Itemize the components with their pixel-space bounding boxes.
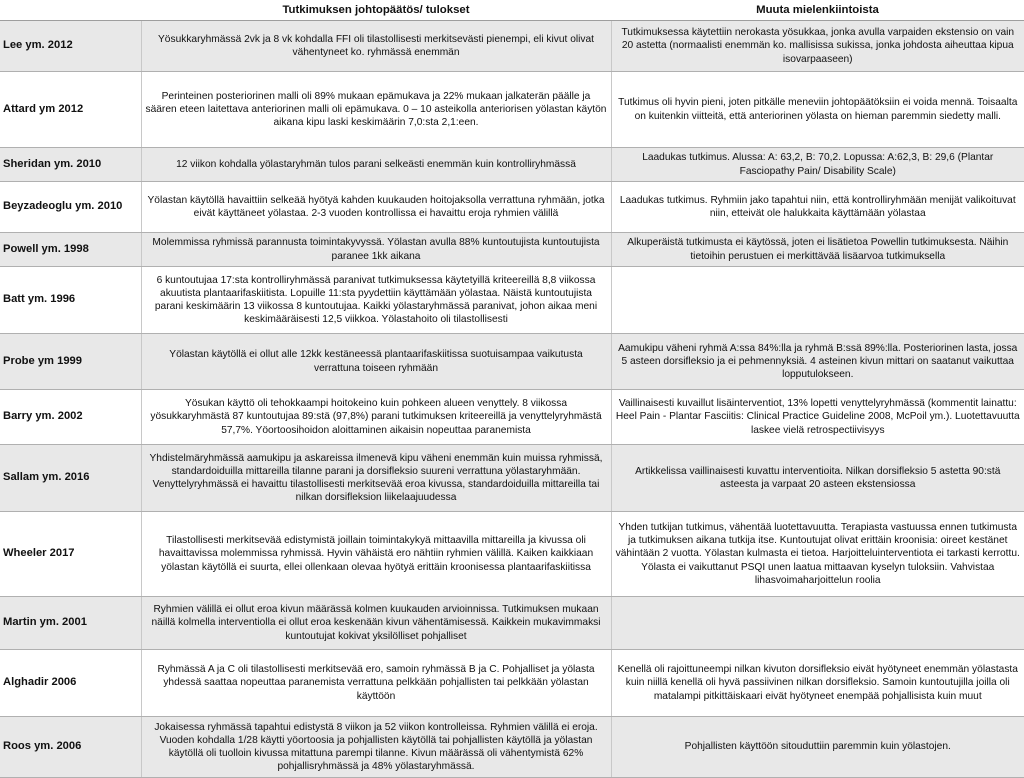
table-row (0, 512, 1024, 597)
study-notes: Laadukas tutkimus. Ryhmiin jako tapahtui niin, että kontrolliryhmään menijät valikoituvat niin, etteivät ole halukkaita käyttämään yölastaa (611, 182, 1024, 233)
study-name: Batt ym. 1996 (0, 267, 141, 334)
study-name: Barry ym. 2002 (0, 390, 141, 445)
study-results: Yösukan käyttö oli tehokkaampi hoitokeino kuin pohkeen alueen venyttely. 8 viikossa yösukkaryhmästä 87 kuntoutujaa 89:stä (97,8%) parani tutkimuksen kriteereillä ja venyttelyryhmästä 57,7%. Yöortoosihoidon aloittaminen aikaisin nopeuttaa paranemista (141, 390, 611, 445)
study-results: Molemmissa ryhmissä parannusta toimintakyvyssä. Yölastan avulla 88% kuntoutujista kuntoutujista paranee 1kk aikana (141, 233, 611, 267)
study-notes: Yhden tutkijan tutkimus, vähentää luotettavuutta. Terapiasta vastuussa ennen tutkimusta ja tutkimuksen aikana tutkija itse. Kuntoutujat olivat erittäin kroonisia: oireet kestänet vähintään 2 vuotta. Yölastan kulmasta ei tietoa. Harjoitteluinterventiota ei tarkasti kerrottu. Yölasta ei vaikuttanut PSQI unen laatua mittaavan kyselyn tuloksiin. Vahvistaa lihasvoimaharjoittelun roolia (611, 512, 1024, 597)
table-row (0, 21, 1024, 72)
study-name: Roos ym. 2006 (0, 717, 141, 778)
study-notes: Pohjallisten käyttöön sitouduttiin paremmin kuin yölastojen. (611, 717, 1024, 778)
study-notes (611, 267, 1024, 334)
table-row (0, 267, 1024, 334)
study-name: Martin ym. 2001 (0, 597, 141, 650)
study-results: 6 kuntoutujaa 17:sta kontrolliryhmässä paranivat tutkimuksessa käytetyillä kriteereillä 8,8 viikossa akuutista plantaarifaskiitista. Lopuille 11:sta pyydettiin käyttämään yölastaa. Näistä kuntoutujista parani keskimäärin 13 viikossa 8 kuntoutujaa. Kaikki yölastaryhmässä paranivat, johon aikaa meni keskimääräisesti 12,5 viikkoa. Yölastahoito oli tilastollisesti (141, 267, 611, 334)
table-row (0, 597, 1024, 650)
study-results: 12 viikon kohdalla yölastaryhmän tulos parani selkeästi enemmän kuin kontrolliryhmässä (141, 148, 611, 182)
study-name: Lee ym. 2012 (0, 21, 141, 72)
header-notes: Muuta mielenkiintoista (611, 0, 1024, 21)
study-notes: Vaillinaisesti kuvaillut lisäinterventiot, 13% lopetti venyttelyryhmässä (kommentit lainattu: Heel Pain - Plantar Fasciitis: Clinical Practice Guideline 2008, McPoil ym.). Luotettavuutta laskee vielä retrospectiivisyys (611, 390, 1024, 445)
study-name: Wheeler 2017 (0, 512, 141, 597)
study-results: Yösukkaryhmässä 2vk ja 8 vk kohdalla FFI oli tilastollisesti merkitsevästi pienempi, eli kivut olivat vähentyneet ko. ryhmässä enemmän (141, 21, 611, 72)
study-notes: Artikkelissa vaillinaisesti kuvattu interventioita. Nilkan dorsifleksio 5 astetta 90:stä asteesta ja varpaat 20 asteen ekstensiossa (611, 445, 1024, 512)
study-notes (611, 597, 1024, 650)
study-notes: Tutkimus oli hyvin pieni, joten pitkälle meneviin johtopäätöksiin ei voida mennä. Toisaalta on kuitenkin viitteitä, että anteriorinen yölasta on hieman paremmin siedetty malli. (611, 72, 1024, 148)
study-name: Alghadir 2006 (0, 650, 141, 717)
table-row (0, 148, 1024, 182)
table-row (0, 390, 1024, 445)
table-row (0, 650, 1024, 717)
study-name: Attard ym 2012 (0, 72, 141, 148)
study-name: Beyzadeoglu ym. 2010 (0, 182, 141, 233)
table-row (0, 72, 1024, 148)
study-notes: Aamukipu väheni ryhmä A:ssa 84%:lla ja ryhmä B:ssä 89%:lla. Posteriorinen lasta, jossa 5 asteen dorsifleksio ja ei pehmennyksiä. 4 asteinen kivun mittari on saatanut vaikuttaa lopputulokseen. (611, 334, 1024, 390)
table-row (0, 182, 1024, 233)
table-row (0, 233, 1024, 267)
study-results: Perinteinen posteriorinen malli oli 89% mukaan epämukava ja 22% mukaan jalkaterän päälle ja säären eteen laitettava anteriorinen malli oli epämukava. 0 – 10 asteikolla anteriorisen yölastan käytön aikana kipu laski keskimäärin 7,0:sta 2,1:een. (141, 72, 611, 148)
table-row (0, 445, 1024, 512)
study-results: Ryhmien välillä ei ollut eroa kivun määrässä kolmen kuukauden arvioinnissa. Tutkimuksen mukaan näillä kolmella interventiolla ei ollut eroa keskenään kivun vähentämisessä. Kaikkein mukavimmaksi kuntoutujat kokivat yksilölliset pohjalliset (141, 597, 611, 650)
study-name: Sheridan ym. 2010 (0, 148, 141, 182)
header-row (0, 0, 1024, 21)
study-results: Jokaisessa ryhmässä tapahtui edistystä 8 viikon ja 52 viikon kontrolleissa. Ryhmien välillä ei eroja. Vuoden kohdalla 1/28 käytti yöortoosia ja pohjallisten käytöllä tai pohjallisten käytöllä ja yölastan käytöllä oli tuolloin kivussa mitattuna parempi tilanne. Kivun määrässä oli vähentymistä 62% pohjallisryhmässä ja 48% yölastaryhmässä. (141, 717, 611, 778)
study-results: Yhdistelmäryhmässä aamukipu ja askareissa ilmenevä kipu väheni enemmän kuin muissa ryhmissä, standardoiduilla mittareilla tilanne parani ja dorsifleksio suureni verrattuna yölastaryhmään. Venyttelyryhmässä ei havaittu tilastollisesti merkitsevää eroa kivussa, standardoiduilla mittareilla tai nilkan dorsifleksion liikelaajuudessa (141, 445, 611, 512)
study-results: Ryhmässä A ja C oli tilastollisesti merkitsevää ero, samoin ryhmässä B ja C. Pohjalliset ja yölasta yhdessä saattaa nopeuttaa paranemista verrattuna pelkkään pohjallisten tai pelkkään yölastan käyttöön (141, 650, 611, 717)
study-notes: Tutkimuksessa käytettiin nerokasta yösukkaa, jonka avulla varpaiden ekstensio on vain 20 astetta (normaalisti enemmän ko. mallisissa sukissa, jonka johdosta aiheuttaa kipua isovarpaaseen) (611, 21, 1024, 72)
study-results: Tilastollisesti merkitsevää edistymistä joillain toimintakykyä mittaavilla mittareilla ja kivussa oli havaittavissa molemmissa ryhmissä. Hyvin vähäistä ero nähtiin ryhmien välillä. Kaiken kaikkiaan yölastan käytöllä ei suurta, ellei ollenkaan olevaa hyötyä erittäin kroonisessa plantaarifaskiitissa (141, 512, 611, 597)
header-results: Tutkimuksen johtopäätös/ tulokset (141, 0, 611, 21)
table-row (0, 717, 1024, 778)
study-notes: Alkuperäistä tutkimusta ei käytössä, joten ei lisätietoa Powellin tutkimuksesta. Näihin tietoihin perustuen ei merkittävää lisäarvoa tutkimuksella (611, 233, 1024, 267)
study-name: Powell ym. 1998 (0, 233, 141, 267)
study-name: Sallam ym. 2016 (0, 445, 141, 512)
study-notes: Kenellä oli rajoittuneempi nilkan kivuton dorsifleksio eivät hyötyneet enemmän yölastasta kuin niillä kenellä oli hyvä passiivinen nilkan dorsifleksio. Samoin kuntoutujilla joilla oli matalampi pitkittäiskaari eivät hyötyneet enempää pohjallisista kuin muut (611, 650, 1024, 717)
study-notes: Laadukas tutkimus. Alussa: A: 63,2, B: 70,2. Lopussa: A:62,3, B: 29,6 (Plantar Fasciopathy Pain/ Disability Scale) (611, 148, 1024, 182)
header-study (0, 0, 141, 21)
study-name: Probe ym 1999 (0, 334, 141, 390)
table-row (0, 334, 1024, 390)
study-results: Yölastan käytöllä ei ollut alle 12kk kestäneessä plantaarifaskiitissa suotuisampaa vaikutusta verrattuna toiseen ryhmään (141, 334, 611, 390)
study-results: Yölastan käytöllä havaittiin selkeää hyötyä kahden kuukauden hoitojaksolla verrattuna ryhmään, jotka eivät käyttäneet yölastaa. 2-3 vuoden kontrollissa ei havaittu eroja ryhmien välillä (141, 182, 611, 233)
